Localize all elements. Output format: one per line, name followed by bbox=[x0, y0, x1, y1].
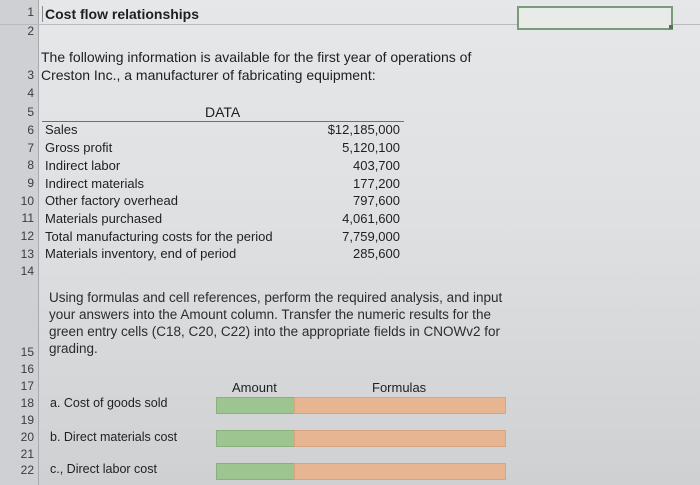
row-number-4[interactable]: 4 bbox=[27, 86, 34, 100]
data-label-materials-inventory[interactable]: Materials inventory, end of period bbox=[45, 246, 237, 261]
formula-cell-direct-labor[interactable] bbox=[294, 463, 506, 480]
row-number-14[interactable]: 14 bbox=[20, 264, 34, 278]
amount-column-header[interactable]: Amount bbox=[232, 380, 277, 395]
row-number-21[interactable]: 21 bbox=[20, 447, 34, 461]
row-number-9[interactable]: 9 bbox=[27, 176, 34, 190]
instructions-text[interactable]: Using formulas and cell references, perform the required analysis, and input your answers into the Amount column. Transfer the numeric results for the green entry cells (C18, C20, C22) into the appropriate fields in CNOWv2 for grading. bbox=[49, 290, 503, 356]
data-label-total-manufacturing[interactable]: Total manufacturing costs for the period bbox=[45, 229, 273, 244]
row-number-1[interactable]: 1 bbox=[27, 5, 34, 19]
formula-cell-direct-materials[interactable] bbox=[294, 430, 506, 447]
row-number-16[interactable]: 16 bbox=[20, 362, 34, 376]
row-number-12[interactable]: 12 bbox=[20, 229, 34, 243]
data-value-indirect-materials[interactable]: 177,200 bbox=[353, 176, 400, 191]
formulas-column-header[interactable]: Formulas bbox=[372, 380, 427, 395]
data-value-materials-purchased[interactable]: 4,061,600 bbox=[342, 211, 400, 226]
data-label-indirect-materials[interactable]: Indirect materials bbox=[45, 176, 144, 191]
data-value-materials-inventory[interactable]: 285,600 bbox=[353, 246, 400, 261]
sheet-title[interactable]: Cost flow relationships bbox=[42, 6, 199, 22]
data-value-sales[interactable]: $12,185,000 bbox=[327, 122, 400, 137]
row-number-13[interactable]: 13 bbox=[20, 247, 34, 261]
data-label-materials-purchased[interactable]: Materials purchased bbox=[45, 211, 163, 226]
data-label-indirect-labor[interactable]: Indirect labor bbox=[45, 158, 121, 173]
row-number-22[interactable]: 22 bbox=[20, 463, 34, 477]
formula-cell-cogs[interactable] bbox=[294, 397, 506, 414]
row-number-15[interactable]: 15 bbox=[20, 345, 34, 359]
data-header[interactable]: DATA bbox=[205, 104, 241, 120]
row-number-10[interactable]: 10 bbox=[20, 194, 34, 208]
row-number-7[interactable]: 7 bbox=[27, 141, 34, 155]
intro-text[interactable]: The following information is available for the first year of operations of Creston Inc., a manufacturer of fabricating equipment: bbox=[41, 49, 472, 83]
row-number-19[interactable]: 19 bbox=[20, 413, 34, 427]
task-label-direct-labor[interactable]: c., Direct labor cost bbox=[50, 462, 157, 476]
row-number-17[interactable]: 17 bbox=[20, 379, 34, 393]
data-value-gross-profit[interactable]: 5,120,100 bbox=[342, 140, 400, 155]
data-label-gross-profit[interactable]: Gross profit bbox=[45, 140, 113, 155]
data-label-other-overhead[interactable]: Other factory overhead bbox=[45, 193, 178, 208]
task-label-cogs[interactable]: a. Cost of goods sold bbox=[50, 396, 168, 410]
data-value-total-manufacturing[interactable]: 7,759,000 bbox=[342, 229, 400, 244]
data-label-sales[interactable]: Sales bbox=[45, 122, 78, 137]
fill-handle[interactable] bbox=[669, 25, 673, 29]
data-value-indirect-labor[interactable]: 403,700 bbox=[353, 158, 400, 173]
row-number-6[interactable]: 6 bbox=[27, 123, 34, 137]
row-number-8[interactable]: 8 bbox=[27, 158, 34, 172]
data-value-other-overhead[interactable]: 797,600 bbox=[353, 193, 400, 208]
amount-cell-direct-materials[interactable] bbox=[216, 430, 295, 447]
row-number-2[interactable]: 2 bbox=[27, 24, 34, 38]
amount-cell-direct-labor[interactable] bbox=[216, 463, 295, 480]
selected-cell[interactable] bbox=[517, 6, 673, 30]
row-number-11[interactable]: 11 bbox=[21, 211, 34, 225]
row-number-18[interactable]: 18 bbox=[20, 396, 34, 410]
row-number-3[interactable]: 3 bbox=[27, 68, 34, 82]
amount-cell-cogs[interactable] bbox=[216, 397, 295, 414]
task-label-direct-materials[interactable]: b. Direct materials cost bbox=[50, 430, 178, 444]
row-number-20[interactable]: 20 bbox=[20, 430, 34, 444]
row-number-5[interactable]: 5 bbox=[27, 105, 34, 119]
